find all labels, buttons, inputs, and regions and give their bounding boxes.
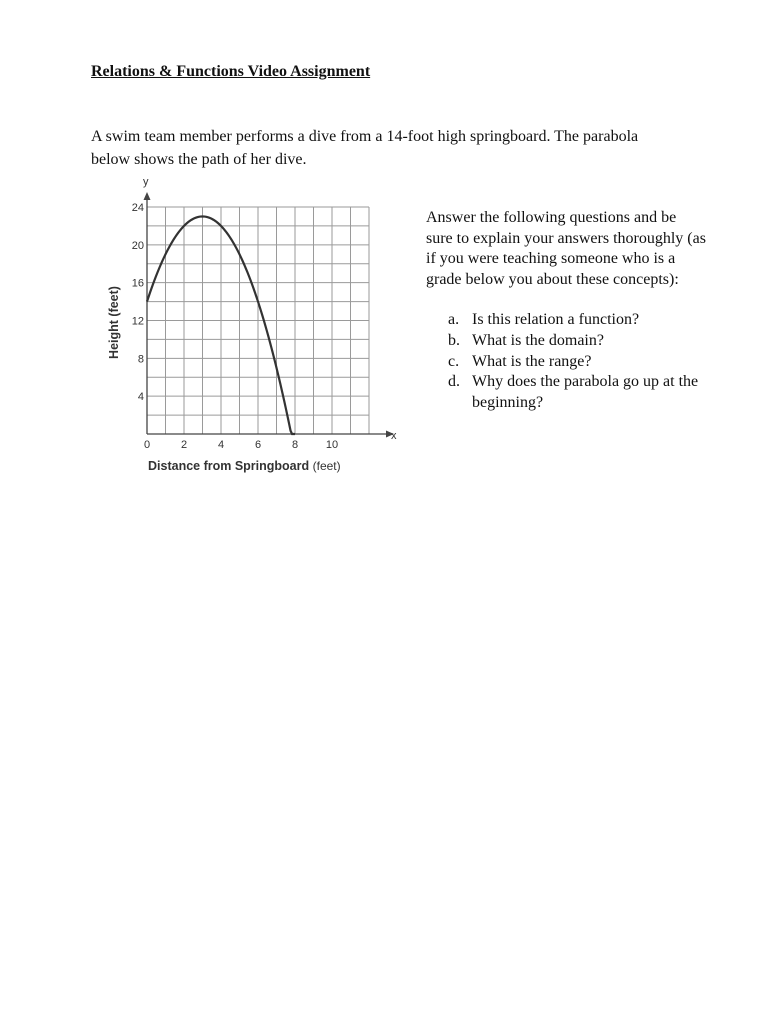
y-axis-arrow-icon <box>144 192 151 200</box>
x-tick-label: 10 <box>325 439 339 451</box>
question-letter: a. <box>448 311 460 329</box>
question-letter: b. <box>448 331 460 349</box>
y-tick-label: 16 <box>131 277 144 290</box>
chart-grid <box>147 207 369 434</box>
y-tick-label: 24 <box>131 202 144 214</box>
x-tick-label: 8 <box>291 439 299 451</box>
intro-paragraph: A swim team member performs a dive from a 14-foot high springboard. The parabola below shows the path of her dive. <box>91 128 639 168</box>
y-tick-label: 20 <box>131 239 144 252</box>
y-tick-label: 4 <box>137 391 144 404</box>
y-axis-title: Height (feet) <box>107 286 121 359</box>
question-item <box>426 331 706 352</box>
question-letter: c. <box>448 352 460 370</box>
chart-axes <box>143 176 397 442</box>
x-axis-letter: x <box>391 430 397 442</box>
questions-block <box>426 208 706 413</box>
x-tick-label: 4 <box>217 439 225 451</box>
y-axis-letter: y <box>143 176 149 188</box>
x-tick-label: 6 <box>254 439 262 451</box>
questions-list <box>426 310 706 413</box>
dive-parabola-chart <box>100 172 400 482</box>
document-title: Relations & Functions Video Assignment <box>91 63 371 80</box>
x-axis-title <box>148 459 341 473</box>
question-item <box>426 352 706 373</box>
question-text: Is this relation a function? <box>472 311 640 329</box>
question-item <box>426 310 706 331</box>
y-tick-label: 12 <box>131 315 144 328</box>
y-tick-label: 8 <box>137 353 144 366</box>
x-axis-title-unit: (feet) <box>312 459 341 473</box>
question-text: What is the range? <box>472 352 592 370</box>
x-tick-label: 2 <box>180 439 188 451</box>
question-text: What is the domain? <box>472 331 604 349</box>
questions-prompt: Answer the following questions and be sure to explain your answers thoroughly (as if you were teaching someone who is a grade below you about these concepts): <box>426 209 706 288</box>
question-item <box>426 372 706 413</box>
x-tick-label: 0 <box>143 439 151 451</box>
chart-tick-labels <box>132 202 338 451</box>
question-letter: d. <box>448 373 460 391</box>
x-axis-title-text: Distance from Springboard <box>148 459 310 473</box>
question-text: Why does the parabola go up at the beginning? <box>472 373 699 411</box>
